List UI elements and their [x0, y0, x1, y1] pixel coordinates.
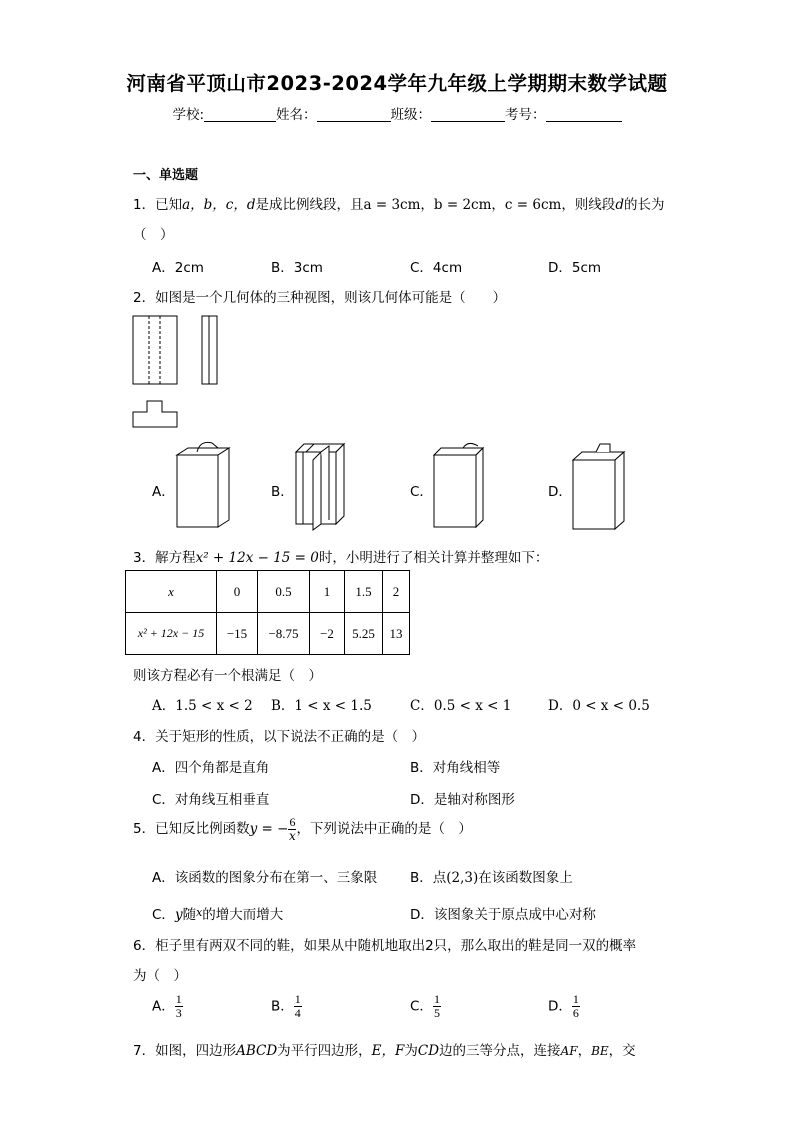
q6-option-c[interactable] [410, 993, 441, 1020]
frac-den: 6 [572, 1006, 579, 1020]
q5-text: ，下列说法中正确的是（ ） [296, 821, 472, 837]
q5-frac-den: x [289, 828, 296, 843]
table-cell: 1 [310, 571, 345, 613]
q7-var: CD [417, 1043, 440, 1059]
frac-num: 1 [294, 992, 301, 1006]
q7-text: ，交 [608, 1043, 636, 1059]
question-6-cont: 为（ ） [133, 968, 187, 984]
q1-option-c[interactable]: C．4cm [410, 260, 463, 276]
q4-option-a[interactable]: A．四个角都是直角 [152, 760, 270, 776]
frac-den: 5 [433, 1006, 440, 1020]
q3-prompt: 则该方程必有一个根满足（ ） [133, 668, 322, 684]
q5-option-d[interactable]: D．该图象关于原点成中心对称 [410, 907, 596, 923]
q6-d-label: D． [548, 998, 572, 1015]
q1-number: 1． [133, 197, 156, 213]
q5-option-a[interactable]: A．该函数的图象分布在第一、三象限 [152, 870, 378, 886]
q6-option-b[interactable] [271, 993, 302, 1020]
q1-eq-c: c = 6cm [504, 197, 562, 213]
q6-a-label: A． [152, 998, 175, 1015]
q5-c-var: y [174, 907, 183, 923]
class-label: 班级： [390, 107, 432, 123]
frac-num: 1 [572, 992, 579, 1006]
q3-equation: x² + 12x − 15 = 0 [195, 550, 319, 566]
q5-b-text: B．点 [410, 870, 447, 886]
q1-paren: （ ） [133, 227, 174, 243]
q4-option-d[interactable]: D．是轴对称图形 [410, 792, 515, 808]
q3-option-b[interactable]: B．1 < x < 1.5 [271, 698, 372, 714]
solid-d [573, 444, 624, 529]
q4-option-c[interactable]: C．对角线互相垂直 [152, 792, 270, 808]
table-cell: −8.75 [258, 613, 310, 655]
q7-var: AF [560, 1044, 578, 1058]
frac-num: 1 [433, 992, 440, 1006]
frac-den: 3 [175, 1006, 182, 1020]
q1-var-d: d [615, 197, 624, 213]
table-cell: 0.5 [258, 571, 310, 613]
q7-text: 为平行四边形， [277, 1043, 372, 1059]
q7-text: 为 [404, 1043, 418, 1059]
question-3 [133, 546, 548, 566]
question-7 [133, 1039, 636, 1059]
table-cell: x² + 12x − 15 [126, 613, 217, 655]
q6-b-label: B． [271, 998, 294, 1015]
q5-b-text: 在该函数图象上 [478, 870, 573, 886]
q5-c-var: x [196, 906, 203, 919]
q2-option-c[interactable]: C． [410, 484, 433, 500]
q3-number: 3． [133, 550, 156, 566]
q3-option-a[interactable]: A．1.5 < x < 2 [152, 698, 253, 714]
q5-text: 5．已知反比例函数 [133, 821, 250, 837]
name-label: 姓名： [276, 107, 317, 123]
q5-c-text: C． [152, 907, 175, 923]
question-2: 2．如图是一个几何体的三种视图，则该几何体可能是（ ） [133, 290, 507, 306]
q3-text: 解方程 [155, 550, 196, 566]
table-cell: 5.25 [345, 613, 383, 655]
q3-text: 时，小明进行了相关计算并整理如下： [318, 550, 549, 566]
q6-c-fraction [433, 993, 441, 1020]
q4-option-b[interactable]: B．对角线相等 [410, 760, 501, 776]
q6-option-a[interactable] [152, 993, 183, 1020]
page-title: 河南省平顶山市2023-2024学年九年级上学期期末数学试题 [126, 72, 668, 95]
table-cell: x [126, 571, 217, 613]
table-cell: 2 [383, 571, 410, 613]
q5-func: y = − [249, 821, 289, 837]
q7-text: 7．如图，四边形 [133, 1043, 237, 1059]
frac-den: 4 [294, 1006, 301, 1020]
question-4: 4．关于矩形的性质，以下说法不正确的是（ ） [133, 729, 426, 745]
q6-option-d[interactable] [548, 993, 580, 1020]
table-cell: 1.5 [345, 571, 383, 613]
q3-option-c[interactable]: C．0.5 < x < 1 [410, 698, 512, 714]
q1-vars: a，b，c，d [182, 197, 256, 213]
q1-sep: ， [491, 197, 505, 213]
q6-d-fraction [572, 993, 580, 1020]
frac-num: 1 [175, 992, 182, 1006]
q6-c-label: C． [410, 998, 433, 1015]
exam-no-label: 考号： [505, 107, 546, 123]
q5-b-point: (2,3) [446, 870, 479, 886]
solid-b [296, 444, 344, 530]
question-5 [133, 815, 472, 843]
q7-sep: ， [577, 1043, 592, 1059]
q3-option-d[interactable]: D．0 < x < 0.5 [548, 698, 650, 714]
q7-text: 边的三等分点，连接 [439, 1043, 561, 1059]
table-cell: −2 [310, 613, 345, 655]
table-row [126, 613, 410, 655]
q1-eq-b: b = 2cm [433, 197, 492, 213]
q6-b-fraction [294, 993, 302, 1020]
q1-text: ，则线段 [561, 197, 616, 213]
q5-c-text: 随 [182, 907, 197, 923]
q7-var: ABCD [236, 1043, 278, 1059]
calc-table [125, 570, 410, 655]
solid-a [177, 442, 229, 527]
q1-eq-a: a = 3cm [363, 197, 421, 213]
table-cell: −15 [217, 613, 258, 655]
q1-option-a[interactable]: A．2cm [152, 260, 204, 276]
q1-text: 已知 [155, 197, 183, 213]
q1-sep: ， [420, 197, 434, 213]
school-label: 学校: [172, 107, 205, 123]
q2-option-a[interactable]: A． [152, 484, 175, 500]
q5-option-c[interactable] [152, 903, 283, 923]
section-heading: 一、单选题 [133, 168, 199, 183]
q2-option-b[interactable]: B． [271, 484, 294, 500]
q1-text: 的长为 [623, 197, 665, 213]
solid-c [434, 443, 483, 527]
q1-text: 是成比例线段，且 [255, 197, 364, 213]
question-6: 6．柜子里有两双不同的鞋，如果从中随机地取出2只，那么取出的鞋是同一双的概率 [133, 938, 637, 954]
table-cell: 13 [383, 613, 410, 655]
table-cell: 0 [217, 571, 258, 613]
q6-a-fraction [175, 993, 183, 1020]
q7-var: E，F [371, 1043, 405, 1059]
q5-frac-num: 6 [289, 814, 296, 829]
q5-c-text: 的增大而增大 [202, 907, 284, 923]
q2-option-d[interactable]: D． [548, 484, 572, 500]
table-row [126, 571, 410, 613]
q1-option-b[interactable]: B．3cm [271, 260, 323, 276]
q1-option-d[interactable]: D．5cm [548, 260, 602, 276]
q5-option-b[interactable] [410, 866, 573, 886]
q7-var: BE [591, 1044, 609, 1058]
